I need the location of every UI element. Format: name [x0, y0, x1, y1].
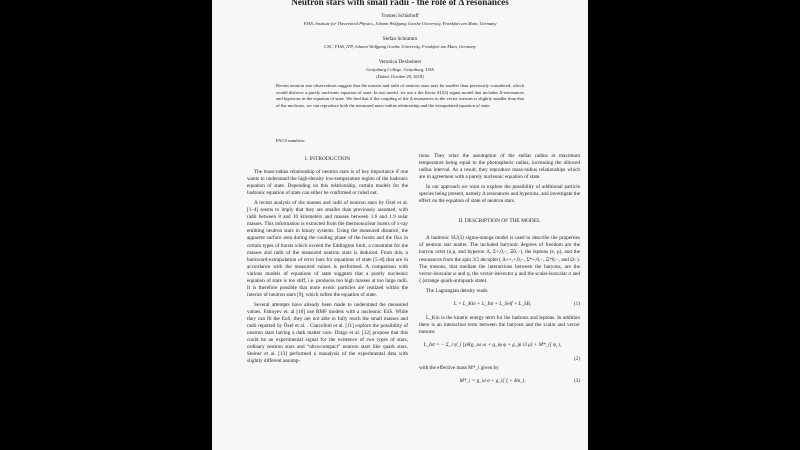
dated-line: (Dated: October 29, 2018): [376, 74, 424, 79]
equation: [419, 342, 580, 350]
right-column: [419, 153, 580, 392]
paragraph: A hadronic SU(3) sigma-omega model is used to describe the properties of neutron star matter. The included baryonic degrees of freedom are the baryon octet (n,p, and hyperon Λ, Σ+,0,−, Ξ0,−), the leptons (e, μ), and the resonances from the spin 3/2 decuplet ( Δ++,+,0,−, Σ*+,0,−, Ξ*0,−, and Ω−). The mesons, that mediate the interactions between the baryons, are the vector-isoscalar ω and φ, the vector-isovector ρ and the scalar-isoscalar σ and ζ (strange quark-antiquark state).: [419, 235, 580, 284]
section-heading-model: II. DESCRIPTION OF THE MODEL: [458, 218, 541, 225]
equation: [419, 301, 580, 309]
paragraph: The Lagrangian density reads: [426, 287, 488, 294]
paper-page: [212, 0, 588, 450]
equation-number: (1): [573, 300, 580, 307]
author-affiliation: CSC, FIAS, ITP, Johann Wolfgang Goethe University, Frankfurt am Main, Germany: [324, 44, 476, 49]
author-name: Veronica Dexheimer: [378, 59, 422, 65]
author-name: Torsten Schürhoff: [381, 13, 419, 19]
paper-title: Neutron stars with small radii - the role of Δ resonances: [291, 0, 509, 7]
left-column: [247, 156, 408, 365]
paragraph: The mass-radius relationship of neutron stars is of key importance if one wants to understand the high-density low-temperature region of the hadronic equation of state. Depending on this relationship, certain models for the hadronic equation of state can either be confirmed or ruled out.: [247, 169, 408, 197]
abstract: Recent neutron star observations suggest that the masses and radii of neutron stars may be smaller than previously considered, which would disfavor a purely nucleonic equation of state. In our model, we use a the flavor SU(3) sigma model that includes Δ-resonances and hyperons in the equation of state. We find that if the coupling of the Δ resonances to the vector mesons is slightly smaller than that of the nucleons, we can reproduce both the measured mass-radius relationship and the extrapolated equation of state.: [276, 83, 524, 108]
paragraph: L_Kin is the kinetic energy term for the hadrons and leptons. In addition there is an interaction term between the baryons and the scalar and vector mesons: [419, 314, 580, 335]
equation-number-row: [419, 356, 580, 363]
equation-formula: L = L_Kin + L_Int + L_Self + L_SB,: [453, 300, 532, 307]
section-heading-introduction: I. INTRODUCTION: [304, 156, 351, 162]
equation-formula: L_Int = − Σ_i ψ̄_i [γ0(g_iω ω + g_iφ φ + g_iρ τ3 ρ) + M*_i] ψ_i,: [423, 341, 562, 348]
paragraph: Several attempts have already been made to understand the measured values. Fattoyev et. al [10] use RMF models with a nucleonic EoS. While they can fit the EoS, they are not able to fully reach the small masses and radii reported by Özel et al. . Ciarcelluti et al. [11] explore the possibility of neutron stars having a dark matter core. Drago et al. [12] propose that this could be an experimental signal for the existence of two types of stars, ordinary neutron stars and “ultra-compact” neutron stars like quark stars. Steiner et al. [13] performed a reanalysis of the experimental data with slightly different assump-: [247, 301, 408, 365]
equation-number: (3): [573, 377, 580, 384]
author-affiliation: FIAS, Institute for Theoretical Physics, Johann Wolfgang Goethe University, Frankfurt am Main, Germany: [303, 21, 497, 26]
paragraph: with the effective mass M*_i given by: [419, 364, 499, 371]
paragraph: tions. They relax the assumption of the stellar radius at maximum temperature being equal to the photospheric radius, increasing the allowed radius interval. As a result, they reproduce mass-radius relationships which are in agreement with a purely nucleonic equation of state.: [419, 153, 580, 181]
equation-number: (2): [573, 355, 580, 362]
equation: [419, 378, 580, 386]
equation-formula: M*_i = g_iσ σ + g_iζ ζ + δm_i,: [459, 377, 526, 384]
paragraph: In our approach we want to explore the possibility of additional particle species being present, namely Δ resonances and hyperons, and investigate the effect on the equation of state of neutron stars.: [419, 184, 580, 205]
paragraph: A recent analysis of the masses and radii of neutron stars by Özel et al. [1–4] seems to imply that they are smaller than previously assumed, with radii between 8 and 10 kilometers and masses between 1.6 and 1.9 solar masses. This information is extracted from the thermonuclear bursts of x-ray emitting neutron stars in binary systems. Using the measured distance, the apparent surface area during the cooling phase of the bursts and the flux in certain types of bursts which exceed the Eddington limit, a constraint for the masses and radii of the measured neutron stars is deduced. From this, a backward-extrapolation of error bars for equations of state [5–8] that are in accordance with the measured values is performed. A comparison with various models of equations of state suggests that a purely nucleonic equation of state is too stiff, i.e. produces too high masses at too large radii. It is therefore possible that more exotic particles are realized within the interior of neutron stars [9], which soften the equation of state.: [247, 200, 408, 298]
pacs-numbers: PACS numbers:: [276, 138, 306, 143]
author-affiliation: Gettysburg College, Gettysburg, USA: [366, 67, 434, 72]
author-name: Stefan Schramm: [382, 36, 418, 42]
